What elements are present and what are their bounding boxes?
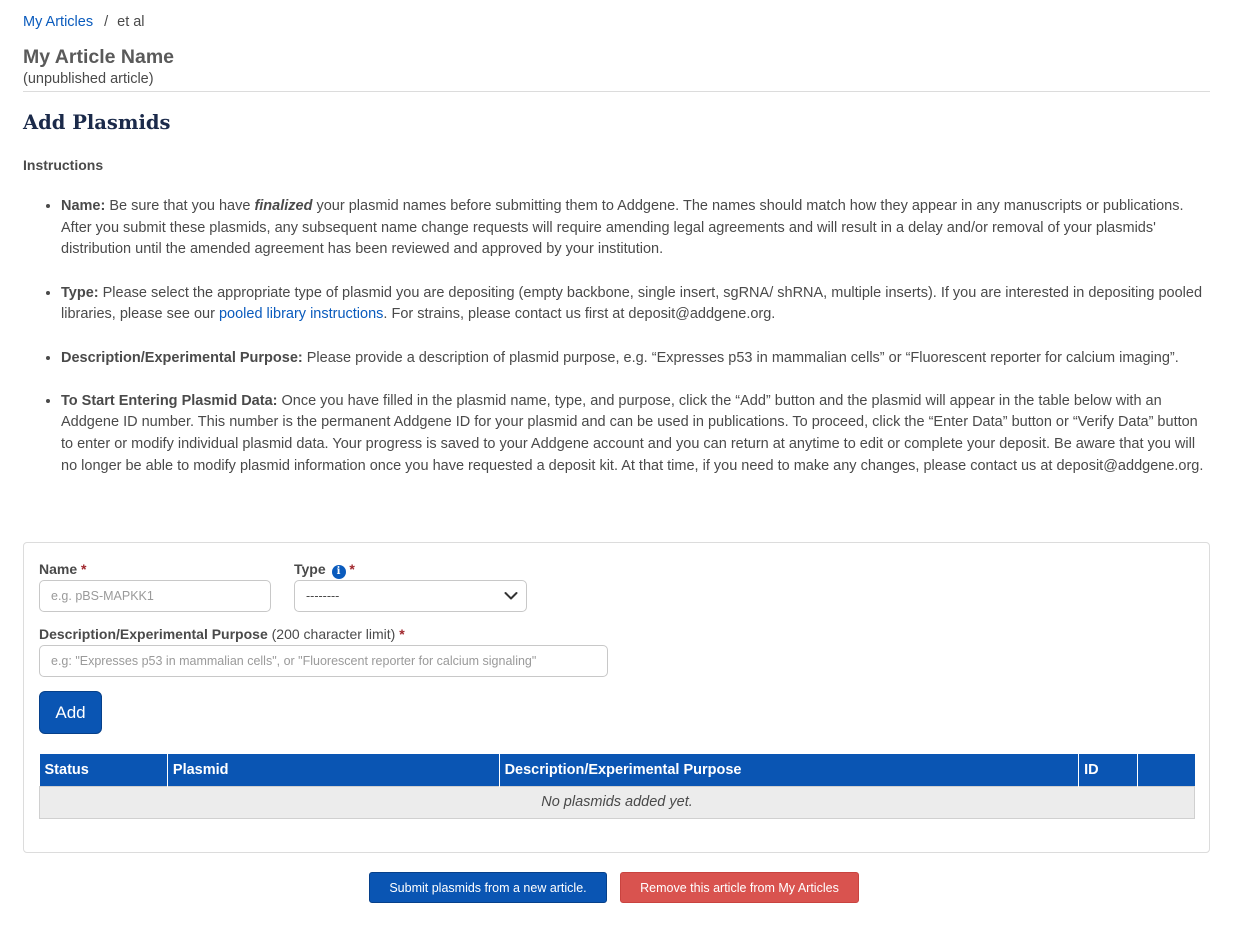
instruction-name bbox=[61, 196, 1210, 261]
instructions-heading: Instructions bbox=[23, 157, 104, 173]
column-description[interactable]: Description/Experimental Purpose bbox=[499, 754, 1079, 786]
name-label bbox=[39, 561, 86, 577]
instruction-emphasis: finalized bbox=[254, 198, 313, 214]
column-id[interactable]: ID bbox=[1079, 754, 1138, 786]
instruction-start-entering bbox=[61, 391, 1210, 478]
pooled-library-instructions-link[interactable]: pooled library instructions bbox=[218, 306, 384, 323]
type-label bbox=[294, 561, 355, 579]
article-status: (unpublished article) bbox=[23, 70, 1210, 92]
instruction-text: . For strains, please contact us first at deposit@addgene.org. bbox=[383, 306, 776, 323]
character-limit-note: (200 character limit) bbox=[271, 626, 396, 642]
instruction-type bbox=[61, 283, 1210, 326]
description-input[interactable] bbox=[39, 645, 608, 677]
article-title: My Article Name bbox=[23, 46, 175, 68]
remove-article-button[interactable]: Remove this article from My Articles bbox=[620, 872, 859, 903]
add-button[interactable]: Add bbox=[39, 691, 102, 734]
instruction-text: Please provide a description of plasmid purpose, e.g. “Expresses p53 in mammalian cells” or “Fluorescent reporter for calcium imaging”. bbox=[302, 349, 1179, 366]
instruction-text: your plasmid names before submitting them to Addgene. The names should match how they appear in any manuscripts or publications. After you submit these plasmids, any subsequent name change requests will require amending legal agreements and will result in a delay and/or removal of your plasmids' distribution until the amended agreement has been reviewed and approved by your institution. bbox=[61, 198, 1184, 258]
required-mark: * bbox=[399, 626, 405, 642]
add-plasmid-form bbox=[23, 542, 1210, 853]
instructions-list bbox=[23, 196, 1210, 478]
instruction-term: Type: bbox=[61, 284, 99, 301]
breadcrumb bbox=[23, 0, 1210, 34]
breadcrumb-my-articles-link[interactable]: My Articles bbox=[23, 14, 94, 30]
chevron-down-icon bbox=[504, 590, 518, 602]
instruction-term: To Start Entering Plasmid Data: bbox=[61, 392, 278, 409]
info-icon[interactable]: i bbox=[332, 565, 346, 579]
plasmid-type-select[interactable] bbox=[294, 580, 527, 612]
empty-table-message: No plasmids added yet. bbox=[40, 786, 1195, 818]
submit-new-article-button[interactable]: Submit plasmids from a new article. bbox=[369, 872, 607, 903]
table-header-row bbox=[40, 754, 1195, 786]
page-title: Add Plasmids bbox=[23, 111, 171, 134]
description-label-text: Description/Experimental Purpose bbox=[39, 626, 268, 642]
instruction-text: Please select the appropriate type of plasmid you are depositing (empty backbone, single insert, sgRNA/ shRNA, multiple inserts). If you are interested in depositing pooled libraries, please see our bbox=[61, 284, 1203, 323]
instruction-description bbox=[61, 348, 1210, 370]
required-mark: * bbox=[81, 561, 87, 577]
plasmids-table bbox=[39, 754, 1195, 819]
type-selected-value: -------- bbox=[306, 589, 340, 603]
instruction-text: Be sure that you have bbox=[105, 198, 255, 214]
plasmid-name-input[interactable] bbox=[39, 580, 271, 612]
name-label-text: Name bbox=[39, 561, 78, 577]
instruction-term: Name: bbox=[61, 198, 106, 214]
breadcrumb-current: et al bbox=[117, 14, 145, 30]
type-label-text: Type bbox=[294, 561, 326, 577]
table-row bbox=[40, 786, 1195, 818]
instruction-text: Once you have filled in the plasmid name, type, and purpose, click the “Add” button and the plasmid will appear in the table below with an Addgene ID number. This number is the permanent Addgene ID for your plasmid and can be used in publications. To proceed, click the “Enter Data” button or “Verify Data” button to enter or modify individual plasmid data. Your progress is saved to your Addgene account and you can return at anytime to edit or complete your deposit. Be aware that you will no longer be able to modify plasmid information once you have requested a deposit kit. At that time, if you need to make any changes, please contact us at deposit@addgene.org. bbox=[61, 392, 1204, 474]
description-label bbox=[39, 626, 405, 642]
column-plasmid[interactable]: Plasmid bbox=[167, 754, 499, 786]
required-mark: * bbox=[349, 561, 355, 577]
instruction-term: Description/Experimental Purpose: bbox=[61, 349, 303, 366]
breadcrumb-separator: / bbox=[104, 14, 109, 30]
column-actions bbox=[1138, 754, 1195, 786]
column-status[interactable]: Status bbox=[40, 754, 168, 786]
